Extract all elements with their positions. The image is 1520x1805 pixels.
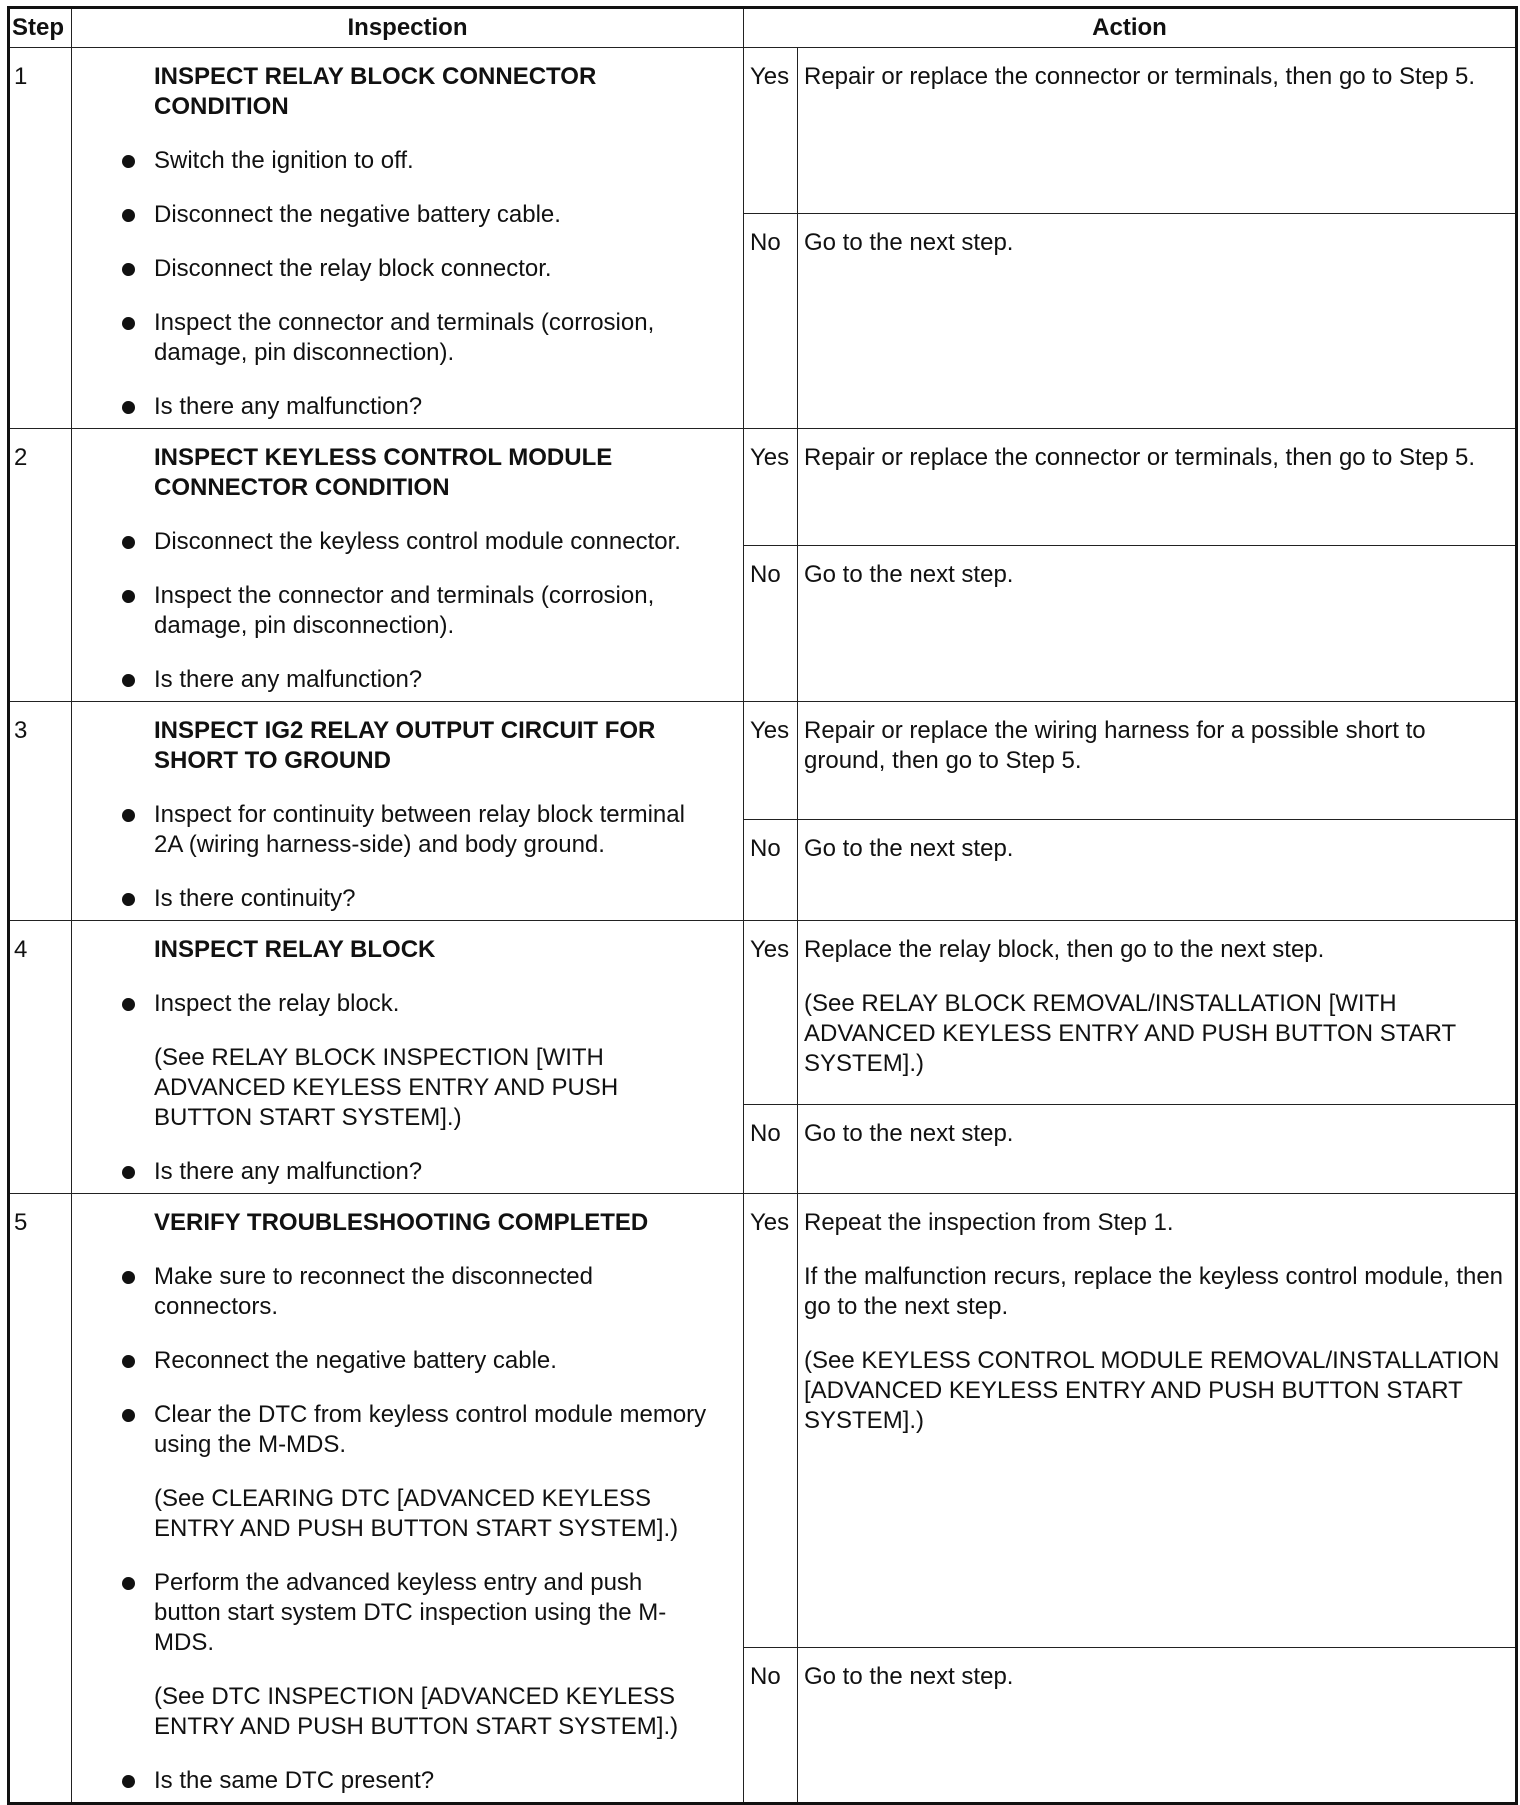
yes-action: Repair or replace the connector or terminals, then go to Step 5. (798, 429, 1517, 546)
list-item: Inspect the connector and terminals (corrosion, damage, pin disconnection). (154, 581, 713, 641)
step-3-yes-row (9, 702, 1517, 820)
bullet-icon (122, 401, 135, 414)
reference-text: (See DTC INSPECTION [ADVANCED KEYLESS ENTRY AND PUSH BUTTON START SYSTEM].) (154, 1683, 679, 1740)
yes-action: Replace the relay block, then go to the next step. (See RELAY BLOCK REMOVAL/INSTALLATION [WITH ADVANCED KEYLESS ENTRY AND PUSH BUTTON START SYSTEM].) (798, 921, 1517, 1105)
step-inspection (72, 702, 744, 921)
step-2-yes-row (9, 429, 1517, 546)
bullet-icon (122, 1409, 135, 1422)
no-action: Go to the next step. (798, 820, 1517, 921)
bullet-icon (122, 809, 135, 822)
list-item: Inspect for continuity between relay block terminal 2A (wiring harness-side) and body ground. (154, 800, 713, 860)
step-number: 3 (9, 702, 72, 921)
bullet-icon (122, 590, 135, 603)
check-list (154, 1262, 713, 1796)
no-action: Go to the next step. (798, 214, 1517, 429)
step-number: 2 (9, 429, 72, 702)
yes-label: Yes (744, 429, 798, 546)
header-inspection: Inspection (72, 8, 744, 48)
header-row (9, 8, 1517, 48)
bullet-icon (122, 317, 135, 330)
bullet-icon (122, 1577, 135, 1590)
bullet-icon (122, 674, 135, 687)
step-number: 4 (9, 921, 72, 1194)
yes-action: Repair or replace the wiring harness for a possible short to ground, then go to Step 5. (798, 702, 1517, 820)
step-title: INSPECT KEYLESS CONTROL MODULE CONNECTOR CONDITION (154, 444, 613, 501)
list-item: Is there any malfunction? (154, 392, 713, 422)
header-step: Step (9, 8, 72, 48)
step-4-yes-row (9, 921, 1517, 1105)
bullet-icon (122, 1166, 135, 1179)
list-item: Disconnect the keyless control module connector. (154, 527, 713, 557)
yes-label: Yes (744, 1194, 798, 1648)
list-item: Disconnect the relay block connector. (154, 254, 713, 284)
step-title: INSPECT IG2 RELAY OUTPUT CIRCUIT FOR SHORT TO GROUND (154, 717, 656, 774)
list-item: Disconnect the negative battery cable. (154, 200, 713, 230)
step-title: INSPECT RELAY BLOCK (154, 936, 436, 963)
header-action: Action (744, 8, 1517, 48)
bullet-icon (122, 536, 135, 549)
list-item: Perform the advanced keyless entry and push button start system DTC inspection using the M-MDS. (See DTC INSPECTION [ADVANCED KEYLESS ENTRY AND PUSH BUTTON START SYSTEM].) (154, 1568, 713, 1742)
list-item: Is there continuity? (154, 884, 713, 914)
no-label: No (744, 1648, 798, 1804)
check-list (154, 800, 713, 914)
bullet-icon (122, 893, 135, 906)
step-inspection (72, 48, 744, 429)
yes-label: Yes (744, 48, 798, 214)
step-inspection (72, 921, 744, 1194)
list-item: Reconnect the negative battery cable. (154, 1346, 713, 1376)
no-label: No (744, 1105, 798, 1194)
step-inspection (72, 429, 744, 702)
no-label: No (744, 546, 798, 702)
check-list (154, 989, 713, 1187)
list-item: Inspect the connector and terminals (corrosion, damage, pin disconnection). (154, 308, 713, 368)
no-label: No (744, 820, 798, 921)
no-label: No (744, 214, 798, 429)
step-1-yes-row (9, 48, 1517, 214)
check-list (154, 527, 713, 695)
step-title: INSPECT RELAY BLOCK CONNECTOR CONDITION (154, 63, 597, 120)
list-item: Inspect the relay block. (See RELAY BLOCK INSPECTION [WITH ADVANCED KEYLESS ENTRY AND PUSH BUTTON START SYSTEM].) (154, 989, 713, 1133)
step-title: VERIFY TROUBLESHOOTING COMPLETED (154, 1209, 649, 1236)
step-number: 5 (9, 1194, 72, 1804)
step-5-yes-row (9, 1194, 1517, 1648)
bullet-icon (122, 1355, 135, 1368)
list-item: Is there any malfunction? (154, 665, 713, 695)
list-item: Make sure to reconnect the disconnected connectors. (154, 1262, 713, 1322)
check-list (154, 146, 713, 422)
step-inspection (72, 1194, 744, 1804)
bullet-icon (122, 155, 135, 168)
yes-action: Repair or replace the connector or terminals, then go to Step 5. (798, 48, 1517, 214)
list-item: Is the same DTC present? (154, 1766, 713, 1796)
no-action: Go to the next step. (798, 546, 1517, 702)
bullet-icon (122, 209, 135, 222)
yes-label: Yes (744, 921, 798, 1105)
bullet-icon (122, 263, 135, 276)
yes-label: Yes (744, 702, 798, 820)
yes-action: Repeat the inspection from Step 1. If the malfunction recurs, replace the keyless control module, then go to the next step. (See KEYLESS CONTROL MODULE REMOVAL/INSTALLATION [ADVANCED KEYLESS ENTRY AND PUSH BUTTON START SYSTEM].) (798, 1194, 1517, 1648)
reference-text: (See CLEARING DTC [ADVANCED KEYLESS ENTRY AND PUSH BUTTON START SYSTEM].) (154, 1485, 679, 1542)
list-item: Switch the ignition to off. (154, 146, 713, 176)
no-action: Go to the next step. (798, 1648, 1517, 1804)
no-action: Go to the next step. (798, 1105, 1517, 1194)
bullet-icon (122, 1775, 135, 1788)
reference-text: (See RELAY BLOCK INSPECTION [WITH ADVANCED KEYLESS ENTRY AND PUSH BUTTON START SYSTEM].) (154, 1044, 619, 1131)
step-number: 1 (9, 48, 72, 429)
list-item: Is there any malfunction? (154, 1157, 713, 1187)
troubleshooting-table (7, 6, 1518, 1805)
bullet-icon (122, 1271, 135, 1284)
list-item: Clear the DTC from keyless control module memory using the M-MDS. (See CLEARING DTC [ADVANCED KEYLESS ENTRY AND PUSH BUTTON START SYSTEM].) (154, 1400, 713, 1544)
bullet-icon (122, 998, 135, 1011)
